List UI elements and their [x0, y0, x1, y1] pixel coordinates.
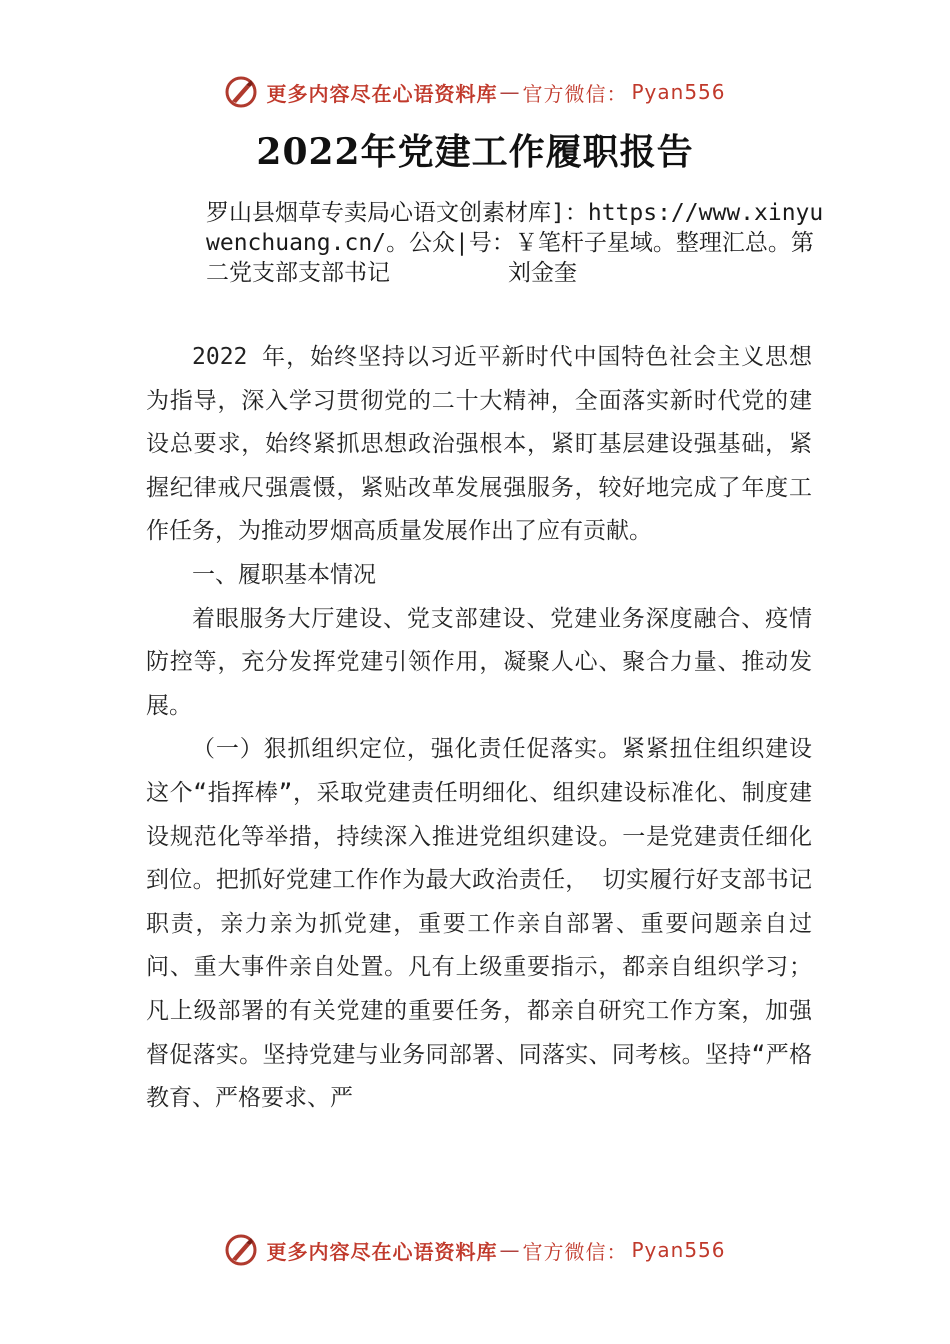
banner-text [266, 78, 725, 107]
footer-banner [0, 1228, 950, 1272]
banner-separator: — [499, 80, 521, 104]
banner-main-text: 更多内容尽在心语资料库 [266, 81, 498, 106]
byline [206, 198, 836, 288]
banner-text [266, 1236, 725, 1265]
pen-logo-icon [224, 75, 258, 109]
pen-logo-icon [224, 1233, 258, 1267]
document-body [146, 336, 812, 1121]
byline-author: 刘金奎 [508, 260, 577, 286]
banner-wechat-label: 官方微信： [522, 1239, 628, 1264]
banner-wechat-label: 官方微信： [522, 81, 628, 106]
section-heading: 一、履职基本情况 [192, 561, 376, 588]
header-banner [0, 70, 950, 114]
paragraph-organization: （一）狠抓组织定位，强化责任促落实。紧紧扭住组织建设这个“指挥棒”，采取党建责任明细化、组织建设标准化、制度建设规范化等举措，持续深入推进党组织建设。一是党建责任细化到位。把抓好党建工作作为最大政治责任， 切实履行好支部书记职责，亲力亲为抓党建，重要工作亲自部署、重要问题亲自过问、重大事件亲自处置。凡有上级重要指示，都亲自组织学习；凡上级部署的有关党建的重要任务，都亲自研究工作方案，加强督促落实。坚持党建与业务同部署、同落实、同考核。坚持“严格教育、严格要求、严 [146, 736, 812, 1112]
paragraph-intro: 2022 年，始终坚持以习近平新时代中国特色社会主义思想为指导，深入学习贯彻党的二十大精神，全面落实新时代党的建设总要求，始终紧抓思想政治强根本，紧盯基层建设强基础，紧握纪律戒尺强震慑，紧贴改革发展强服务，较好地完成了年度工作任务，为推动罗烟高质量发展作出了应有贡献。 [146, 344, 812, 545]
banner-wechat-id: Pyan556 [631, 1238, 726, 1262]
document-title: 2022年党建工作履职报告 [256, 131, 694, 173]
banner-main-text: 更多内容尽在心语资料库 [266, 1239, 498, 1264]
paragraph-overview: 着眼服务大厅建设、党支部建设、党建业务深度融合、疫情防控等，充分发挥党建引领作用，凝聚人心、聚合力量、推动发展。 [146, 605, 812, 719]
banner-wechat-id: Pyan556 [631, 80, 726, 104]
byline-text: 罗山县烟草专卖局心语文创素材库]：https://www.xinyuwenchuang.cn/。公众|号：￥笔杆子星域。整理汇总。第二党支部支部书记 [206, 200, 824, 286]
banner-separator: — [499, 1238, 521, 1262]
